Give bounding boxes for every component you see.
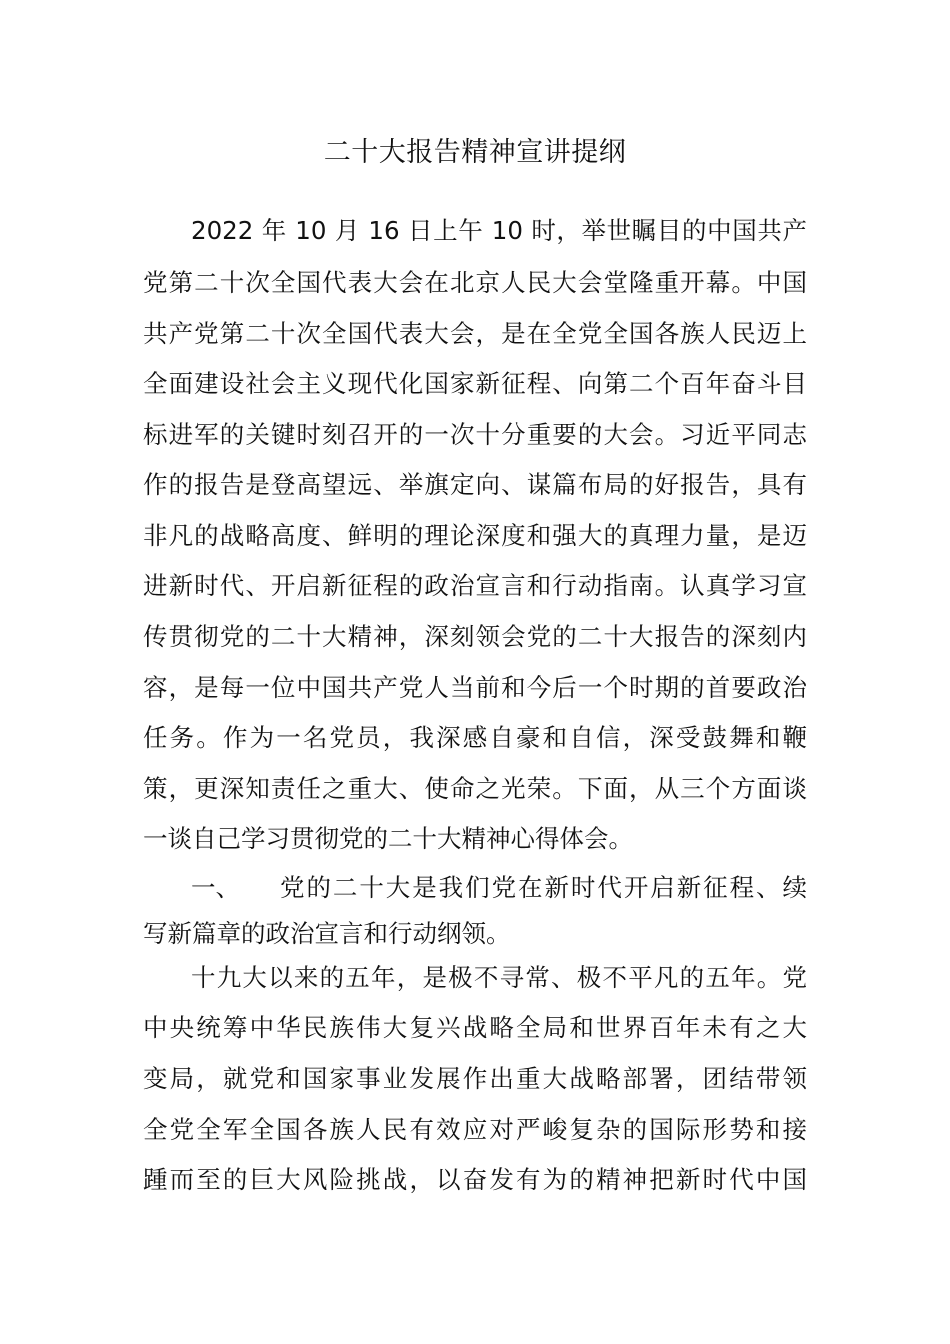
document-title: 二十大报告精神宣讲提纲 (323, 137, 627, 168)
paragraph-2-line-3: 变局，就党和国家事业发展作出重大战略部署，团结带领 (143, 1064, 807, 1093)
paragraph-1-line-6: 作的报告是登高望远、举旗定向、谋篇布局的好报告，具有 (143, 470, 807, 499)
heading-1-number: 一、 (191, 873, 240, 902)
paragraph-1-line-10: 容，是每一位中国共产党人当前和今后一个时期的首要政治 (143, 673, 807, 702)
paragraph-1-line-8: 进新时代、开启新征程的政治宣言和行动指南。认真学习宣 (143, 571, 807, 600)
heading-1-line-2: 写新篇章的政治宣言和行动纲领。 (143, 919, 511, 948)
paragraph-1-line-9: 传贯彻党的二十大精神，深刻领会党的二十大报告的深刻内 (143, 622, 807, 651)
paragraph-1-line-12: 策，更深知责任之重大、使命之光荣。下面，从三个方面谈 (143, 774, 807, 803)
paragraph-1-line-11: 任务。作为一名党员，我深感自豪和自信，深受鼓舞和鞭 (143, 723, 807, 752)
paragraph-1-line-13: 一谈自己学习贯彻党的二十大精神心得体会。 (143, 824, 633, 853)
paragraph-2-line-5: 踵而至的巨大风险挑战，以奋发有为的精神把新时代中国 (143, 1165, 807, 1194)
paragraph-1-line-4: 全面建设社会主义现代化国家新征程、向第二个百年奋斗目 (143, 369, 807, 398)
heading-1-line-1: 党的二十大是我们党在新时代开启新征程、续 (280, 873, 807, 902)
paragraph-2-line-1: 十九大以来的五年，是极不寻常、极不平凡的五年。党 (191, 963, 807, 992)
paragraph-1-line-3: 共产党第二十次全国代表大会，是在全党全国各族人民迈上 (143, 319, 807, 348)
paragraph-1-line-1: 2022 年 10 月 16 日上午 10 时，举世瞩目的中国共产 (191, 216, 807, 245)
paragraph-1-line-7: 非凡的战略高度、鲜明的理论深度和强大的真理力量，是迈 (143, 521, 807, 550)
paragraph-1-line-2: 党第二十次全国代表大会在北京人民大会堂隆重开幕。中国 (143, 268, 807, 297)
paragraph-2-line-2: 中央统筹中华民族伟大复兴战略全局和世界百年未有之大 (143, 1013, 807, 1042)
paragraph-2-line-4: 全党全军全国各族人民有效应对严峻复杂的国际形势和接 (143, 1115, 807, 1144)
paragraph-1-line-5: 标进军的关键时刻召开的一次十分重要的大会。习近平同志 (143, 420, 807, 449)
